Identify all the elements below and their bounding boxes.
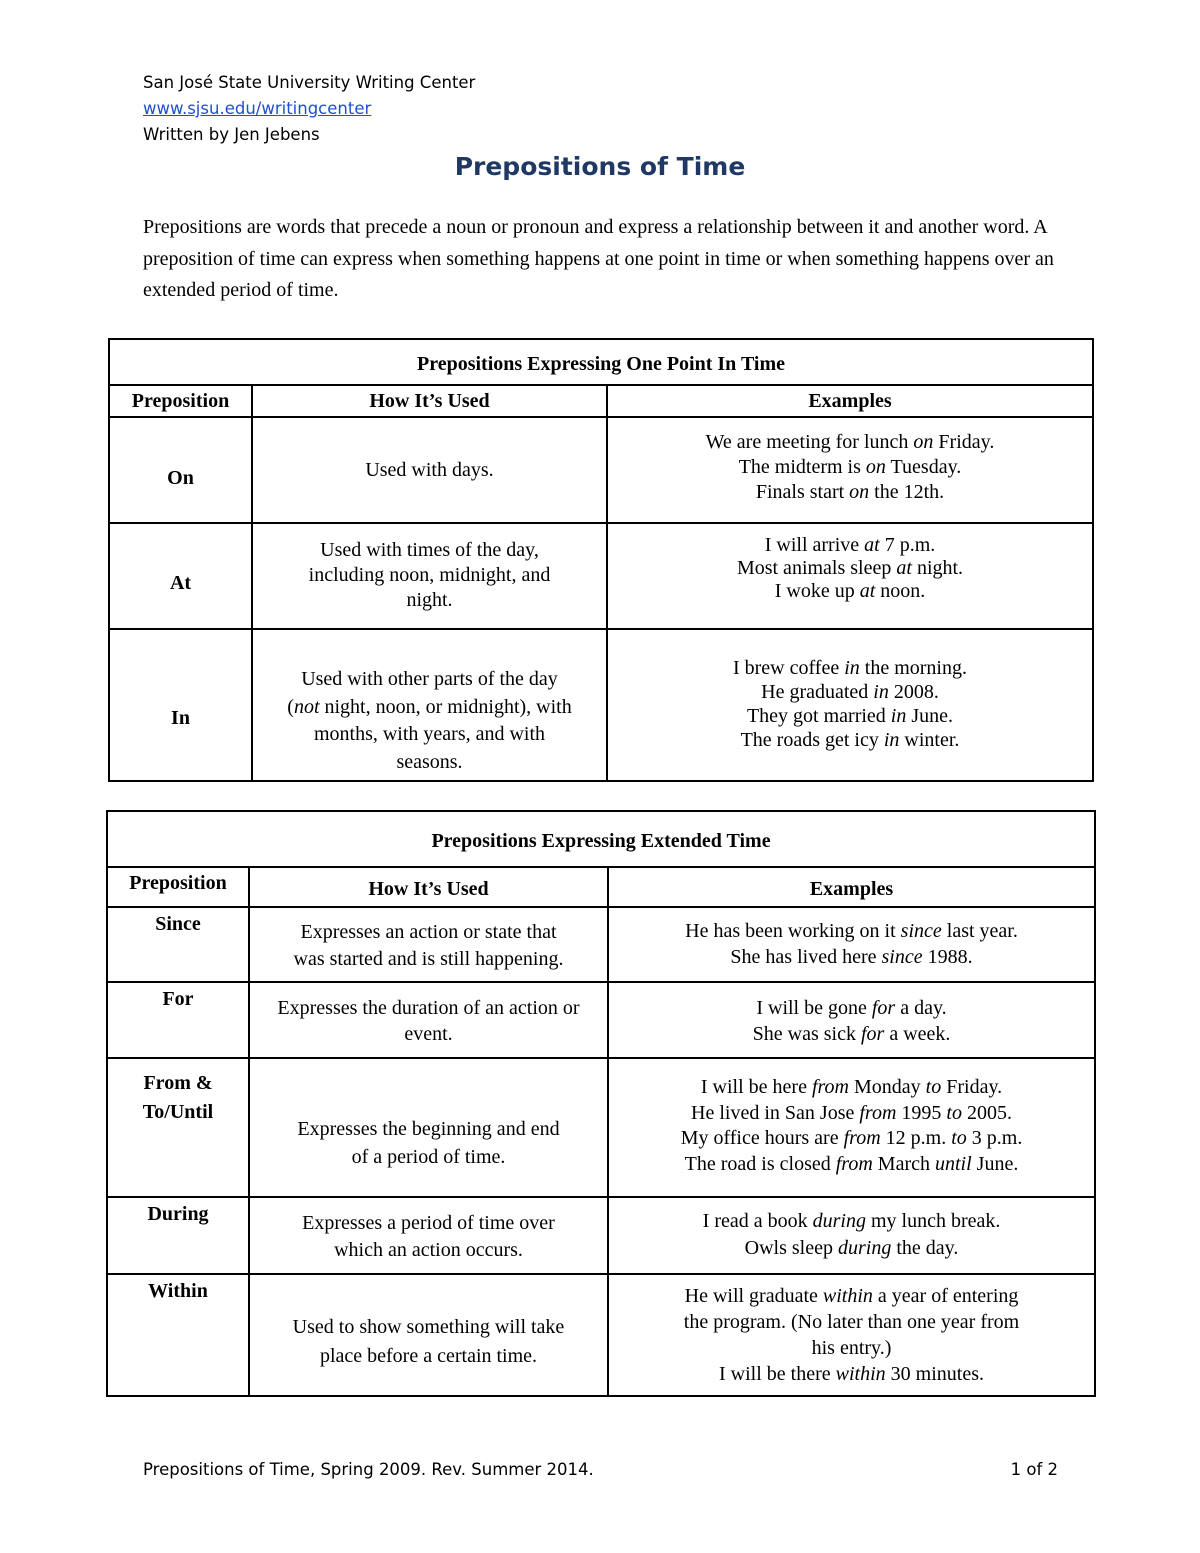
example-line: The roads get icy in winter. [740,729,960,751]
usage-line: months, with years, and with [313,723,546,745]
usage-cell [249,907,608,982]
usage-line: place before a certain time. [319,1345,538,1367]
examples-cell [607,523,1093,629]
column-header-examples: Examples [607,385,1093,417]
example-line: She was sick for a week. [752,1023,951,1045]
usage-cell [252,629,607,781]
examples-cell [608,907,1095,982]
usage-line: event. [404,1023,453,1045]
example-line: He lived in San Jose from 1995 to 2005. [691,1101,1012,1124]
usage-cell [252,523,607,629]
usage-line: of a period of time. [351,1146,506,1168]
example-line: The road is closed from March until June. [684,1152,1019,1175]
example-line: The midterm is on Tuesday. [738,456,962,478]
example-line: I will be gone for a day. [756,997,947,1019]
usage-line: Used with days. [365,459,494,481]
example-line: the program. (No later than one year from [683,1311,1020,1333]
example-line: Owls sleep during the day. [744,1237,959,1259]
examples-cell [608,982,1095,1058]
preposition-line: From & [143,1072,213,1094]
table-row [107,982,1095,1058]
usage-cell [249,1058,608,1197]
page-footer [143,1460,1058,1479]
example-line: I brew coffee in the morning. [732,657,967,679]
usage-line: Expresses an action or state that [300,921,557,943]
column-header-preposition: Preposition [107,867,249,907]
preposition-cell: Within [107,1274,249,1396]
table-caption: Prepositions Expressing One Point In Time [109,339,1093,385]
example-line: He will graduate within a year of entering [684,1285,1019,1307]
usage-line: Expresses the beginning and end [297,1118,560,1140]
example-line: I will arrive at 7 p.m. [764,534,936,556]
usage-line: (not night, noon, or midnight), with [287,695,572,718]
usage-cell [249,1197,608,1274]
column-header-how-used: How It’s Used [249,867,608,907]
example-line: He has been working on it since last year. [685,920,1018,942]
table-row [107,907,1095,982]
usage-cell [249,982,608,1058]
table-row [107,1274,1095,1396]
usage-line: including noon, midnight, and [308,564,551,586]
table-caption: Prepositions Expressing Extended Time [107,811,1095,867]
usage-line: Expresses a period of time over [302,1212,555,1234]
example-line: I read a book during my lunch break. [702,1210,1001,1232]
examples-cell [607,629,1093,781]
table-row [109,629,1093,781]
preposition-cell: During [107,1197,249,1274]
preposition-cell: In [109,629,252,781]
document-header [143,70,475,148]
example-line: She has lived here since 1988. [730,946,973,968]
preposition-cell: At [109,523,252,629]
author-line: Written by Jen Jebens [143,125,320,144]
usage-line: Used to show something will take [292,1316,565,1338]
preposition-cell [107,1058,249,1197]
usage-cell [249,1274,608,1396]
table-row [107,1058,1095,1197]
column-header-how-used: How It’s Used [252,385,607,417]
example-line: I woke up at noon. [774,580,926,602]
column-header-preposition: Preposition [109,385,252,417]
page-number: 1 of 2 [1010,1460,1058,1479]
example-line: his entry.) [811,1337,892,1359]
usage-line: Used with other parts of the day [301,668,558,690]
usage-line: was started and is still happening. [293,948,564,970]
examples-cell [608,1197,1095,1274]
examples-cell [607,417,1093,523]
usage-line: which an action occurs. [334,1239,523,1261]
preposition-cell: Since [107,907,249,982]
examples-cell [608,1058,1095,1197]
usage-line: seasons. [396,750,463,773]
extended-time-table [106,810,1096,1397]
intro-paragraph: Prepositions are words that precede a noun or pronoun and express a relationship between it and another word. A preposition of time can express when something happens at one point in time or when something happens over an extended period of time. [143,216,1054,301]
page-title: Prepositions of Time [454,152,746,181]
one-point-in-time-table [108,338,1094,782]
preposition-cell: For [107,982,249,1058]
usage-cell [252,417,607,523]
example-line: Finals start on the 12th. [755,481,945,503]
example-line: My office hours are from 12 p.m. to 3 p.m. [680,1127,1023,1149]
example-line: They got married in June. [746,705,954,727]
preposition-cell: On [109,417,252,523]
example-line: I will be here from Monday to Friday. [700,1076,1003,1098]
column-header-examples: Examples [608,867,1095,907]
usage-line: Expresses the duration of an action or [277,997,580,1019]
example-line: I will be there within 30 minutes. [719,1363,984,1385]
website-link[interactable]: www.sjsu.edu/writingcenter [143,99,372,118]
usage-line: Used with times of the day, [320,539,539,561]
example-line: We are meeting for lunch on Friday. [705,431,995,453]
table-row [109,523,1093,629]
usage-line: night. [406,589,453,611]
preposition-line: To/Until [142,1101,214,1123]
table-row [107,1197,1095,1274]
examples-cell [608,1274,1095,1396]
example-line: Most animals sleep at night. [736,557,964,579]
table-row [109,417,1093,523]
footer-text: Prepositions of Time, Spring 2009. Rev. Summer 2014. [143,1460,594,1479]
example-line: He graduated in 2008. [761,681,939,703]
org-name: San José State University Writing Center [143,73,476,92]
